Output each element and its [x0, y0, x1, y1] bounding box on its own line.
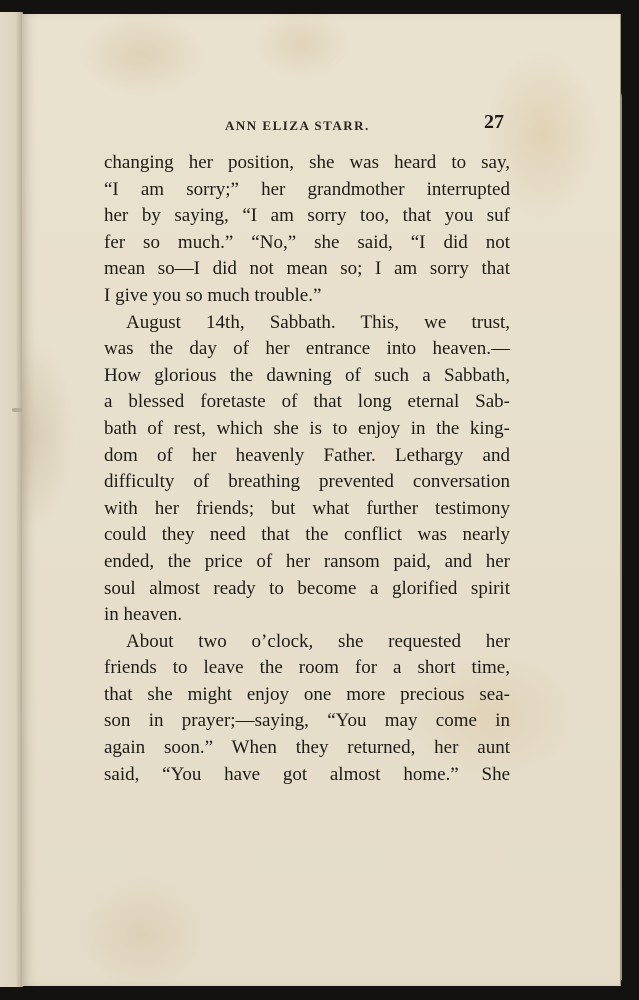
text-line: was the day of her entrance into heaven.— [104, 338, 510, 360]
text-line: August 14th, Sabbath. This, we trust, [126, 311, 510, 333]
text-line: difficulty of breathing prevented conversation [104, 471, 510, 493]
text-line: son in prayer;—saying, “You may come in [104, 710, 510, 732]
text-line: bath of rest, which she is to enjoy in the king- [104, 417, 510, 439]
facing-page-edge [0, 12, 23, 987]
text-line: dom of her heavenly Father. Lethargy and [104, 444, 510, 466]
text-line: could they need that the conflict was nearly [104, 524, 510, 546]
text-line: mean so—I did not mean so; I am sorry that [104, 258, 510, 280]
text-line: “I am sorry;” her grandmother interrupted [104, 178, 510, 200]
text-line: I give you so much trouble.” [104, 284, 322, 306]
text-line: a blessed foretaste of that long eternal Sab- [104, 391, 510, 413]
text-line: again soon.” When they returned, her aunt [104, 737, 510, 759]
body-text [104, 150, 510, 788]
text-line: About two o’clock, she requested her [126, 630, 510, 652]
text-line: fer so much.” “No,” she said, “I did not [104, 231, 510, 253]
text-line: soul almost ready to become a glorified spirit [104, 577, 510, 599]
text-line: friends to leave the room for a short time, [104, 657, 510, 679]
text-line: ended, the price of her ransom paid, and her [104, 550, 510, 572]
text-line: said, “You have got almost home.” She [104, 763, 510, 785]
page-number: 27 [484, 111, 504, 133]
text-line: that she might enjoy one more precious sea- [104, 683, 510, 705]
text-line: changing her position, she was heard to say, [104, 152, 510, 173]
text-line: How glorious the dawning of such a Sabbath, [104, 364, 510, 386]
text-line: her by saying, “I am sorry too, that you suf [104, 205, 510, 227]
text-line: in heaven. [104, 604, 183, 626]
text-line: with her friends; but what further testimony [104, 497, 510, 519]
running-title: ANN ELIZA STARR. [225, 118, 370, 133]
